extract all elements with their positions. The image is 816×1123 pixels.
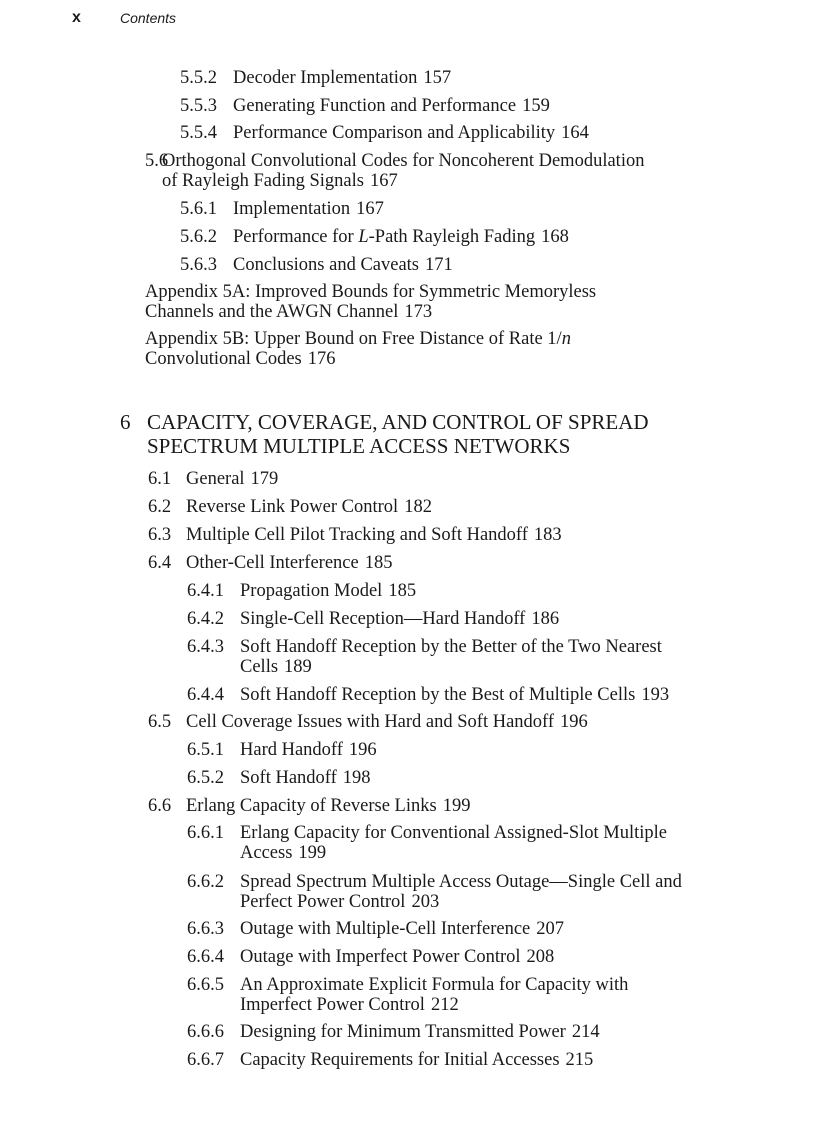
toc-entry-6-6-1 — [187, 823, 667, 863]
toc-entry-appendix-5b — [145, 329, 571, 369]
section-number: 6.4.2 — [187, 609, 224, 629]
section-number: 5.5.3 — [180, 96, 217, 116]
toc-entry-5-5-2 — [180, 68, 451, 88]
toc-entry-6-5-2 — [187, 768, 371, 788]
section-number: 5.6.1 — [180, 199, 217, 219]
page-ref: 199 — [298, 843, 327, 863]
toc-entry-5-6-1 — [180, 199, 384, 219]
section-title: Outage with Imperfect Power Control — [240, 947, 521, 967]
toc-entry-6-4-3 — [187, 637, 662, 677]
toc-entry-6-6-6 — [187, 1022, 600, 1042]
section-number: 6.4 — [148, 553, 172, 573]
section-title: Performance Comparison and Applicability — [233, 123, 556, 143]
toc-entry-6-6-7 — [187, 1050, 593, 1070]
toc-entry-6-4-4 — [187, 685, 669, 705]
page-ref: 208 — [526, 947, 555, 967]
toc-entry-5-5-3 — [180, 96, 550, 116]
page-ref: 173 — [404, 302, 433, 322]
toc-entry-6-6-2 — [187, 872, 682, 912]
page-ref: 193 — [641, 685, 670, 705]
page-number: x — [72, 9, 81, 26]
toc-entry-6-5-1 — [187, 740, 377, 760]
section-title-line2: Cells — [240, 657, 279, 677]
section-number: 5.5.2 — [180, 68, 217, 88]
section-title: Outage with Multiple-Cell Interference — [240, 919, 531, 939]
section-number: 6.4.4 — [187, 685, 224, 705]
section-title-line2: Imperfect Power Control — [240, 995, 425, 1015]
toc-entry-6-5 — [148, 712, 588, 732]
section-title: Erlang Capacity of Reverse Links — [186, 796, 437, 816]
toc-entry-6-4-2 — [187, 609, 559, 629]
page-ref: 167 — [369, 171, 398, 191]
section-title: Conclusions and Caveats — [233, 255, 420, 275]
section-number: 6.3 — [148, 525, 172, 545]
section-number: 5.5.4 — [180, 123, 217, 143]
page-ref: 186 — [531, 609, 560, 629]
page-ref: 203 — [411, 892, 440, 912]
section-title-line2: of Rayleigh Fading Signals — [162, 171, 364, 191]
section-title-line1: Spread Spectrum Multiple Access Outage—Single Cell and — [240, 872, 682, 892]
page-ref: 157 — [423, 68, 452, 88]
page-ref: 215 — [565, 1050, 594, 1070]
section-title: General — [186, 469, 245, 489]
toc-entry-6-6-5 — [187, 975, 628, 1015]
section-title: Soft Handoff — [240, 768, 337, 788]
page-ref: 199 — [442, 796, 471, 816]
section-number: 6.6.3 — [187, 919, 224, 939]
section-number: 6.6 — [148, 796, 172, 816]
section-title: Soft Handoff Reception by the Best of Multiple Cells — [240, 685, 636, 705]
toc-entry-5-5-4 — [180, 123, 589, 143]
chapter-title-line1: CAPACITY, COVERAGE, AND CONTROL OF SPREAD — [147, 410, 649, 434]
section-number: 6.2 — [148, 497, 172, 517]
page-ref: 176 — [307, 349, 336, 369]
section-number: 6.5.1 — [187, 740, 224, 760]
page-ref: 159 — [522, 96, 550, 116]
appendix-title-line1: Appendix 5B: Upper Bound on Free Distance of Rate 1/ — [145, 329, 562, 349]
section-title: Capacity Requirements for Initial Accesses — [240, 1050, 560, 1070]
section-number: 6.5.2 — [187, 768, 224, 788]
section-title: Single-Cell Reception—Hard Handoff — [240, 609, 526, 629]
toc-entry-6-6 — [148, 796, 470, 816]
section-title: Cell Coverage Issues with Hard and Soft Handoff — [186, 712, 555, 732]
toc-entry-6-6-4 — [187, 947, 554, 967]
chapter-title-line2: SPECTRUM MULTIPLE ACCESS NETWORKS — [147, 434, 571, 458]
toc-entry-5-6-3 — [180, 255, 453, 275]
page-ref: 196 — [560, 712, 588, 732]
section-title-line2: Perfect Power Control — [240, 892, 406, 912]
section-number: 6.4.3 — [187, 637, 224, 657]
page-ref: 182 — [404, 497, 432, 517]
section-number: 6.6.7 — [187, 1050, 224, 1070]
running-title: Contents — [120, 10, 177, 26]
section-title-line1: Erlang Capacity for Conventional Assigned-Slot Multiple — [240, 823, 667, 843]
section-title: Generating Function and Performance — [233, 96, 517, 116]
math-variable: L — [358, 227, 369, 247]
page-ref: 185 — [388, 581, 417, 601]
page-ref: 168 — [541, 227, 569, 247]
section-number: 6.6.5 — [187, 975, 224, 995]
toc-entry-6-6-3 — [187, 919, 564, 939]
toc-entry-6-1 — [148, 469, 278, 489]
section-number: 6.1 — [148, 469, 172, 489]
section-title: Implementation — [233, 199, 351, 219]
appendix-title-line2: Channels and the AWGN Channel — [145, 302, 399, 322]
section-title: Propagation Model — [240, 581, 383, 601]
page-ref: 212 — [430, 995, 459, 1015]
section-number: 6.6.2 — [187, 872, 224, 892]
section-title-line1: Soft Handoff Reception by the Better of the Two Nearest — [240, 637, 662, 657]
section-number: 6.6.4 — [187, 947, 224, 967]
section-number: 6.5 — [148, 712, 172, 732]
section-title-suffix: -Path Rayleigh Fading — [368, 227, 536, 247]
page-ref: 189 — [284, 657, 312, 677]
page-ref: 179 — [250, 469, 279, 489]
section-title: Other-Cell Interference — [186, 553, 359, 573]
toc-entry-6-3 — [148, 525, 562, 545]
page-ref: 185 — [364, 553, 393, 573]
section-number: 5.6 — [145, 151, 169, 171]
appendix-title-line2: Convolutional Codes — [145, 349, 302, 369]
section-title-line1: Orthogonal Convolutional Codes for Noncoherent Demodulation — [162, 151, 645, 171]
page-ref: 171 — [425, 255, 453, 275]
page-ref: 207 — [536, 919, 564, 939]
section-number: 6.6.6 — [187, 1022, 224, 1042]
page-ref: 164 — [561, 123, 589, 143]
section-number: 6.6.1 — [187, 823, 224, 843]
toc-entry-6-4-1 — [187, 581, 416, 601]
page-ref: 183 — [533, 525, 562, 545]
section-number: 6.4.1 — [187, 581, 224, 601]
page-ref: 196 — [348, 740, 377, 760]
toc-entry-6-4 — [148, 553, 392, 573]
section-title: Reverse Link Power Control — [186, 497, 399, 517]
toc-entry-6-2 — [148, 497, 432, 517]
chapter-number: 6 — [120, 410, 131, 434]
section-title: Designing for Minimum Transmitted Power — [240, 1022, 566, 1042]
section-title: Multiple Cell Pilot Tracking and Soft Handoff — [186, 525, 528, 545]
section-number: 5.6.3 — [180, 255, 217, 275]
toc-entry-appendix-5a — [145, 282, 596, 322]
section-number: 5.6.2 — [180, 227, 217, 247]
appendix-title-line1: Appendix 5A: Improved Bounds for Symmetric Memoryless — [145, 282, 597, 302]
page-ref: 198 — [342, 768, 371, 788]
page-ref: 214 — [571, 1022, 600, 1042]
toc-entry-5-6-2 — [180, 227, 569, 247]
math-variable: n — [561, 329, 571, 349]
section-title-line2: Access — [240, 843, 293, 863]
section-title: Decoder Implementation — [233, 68, 418, 88]
toc-entry-5-6 — [145, 151, 644, 191]
page-ref: 167 — [356, 199, 384, 219]
section-title: Hard Handoff — [240, 740, 343, 760]
section-title-line1: An Approximate Explicit Formula for Capacity with — [240, 975, 629, 995]
section-title: Performance for — [233, 227, 359, 247]
